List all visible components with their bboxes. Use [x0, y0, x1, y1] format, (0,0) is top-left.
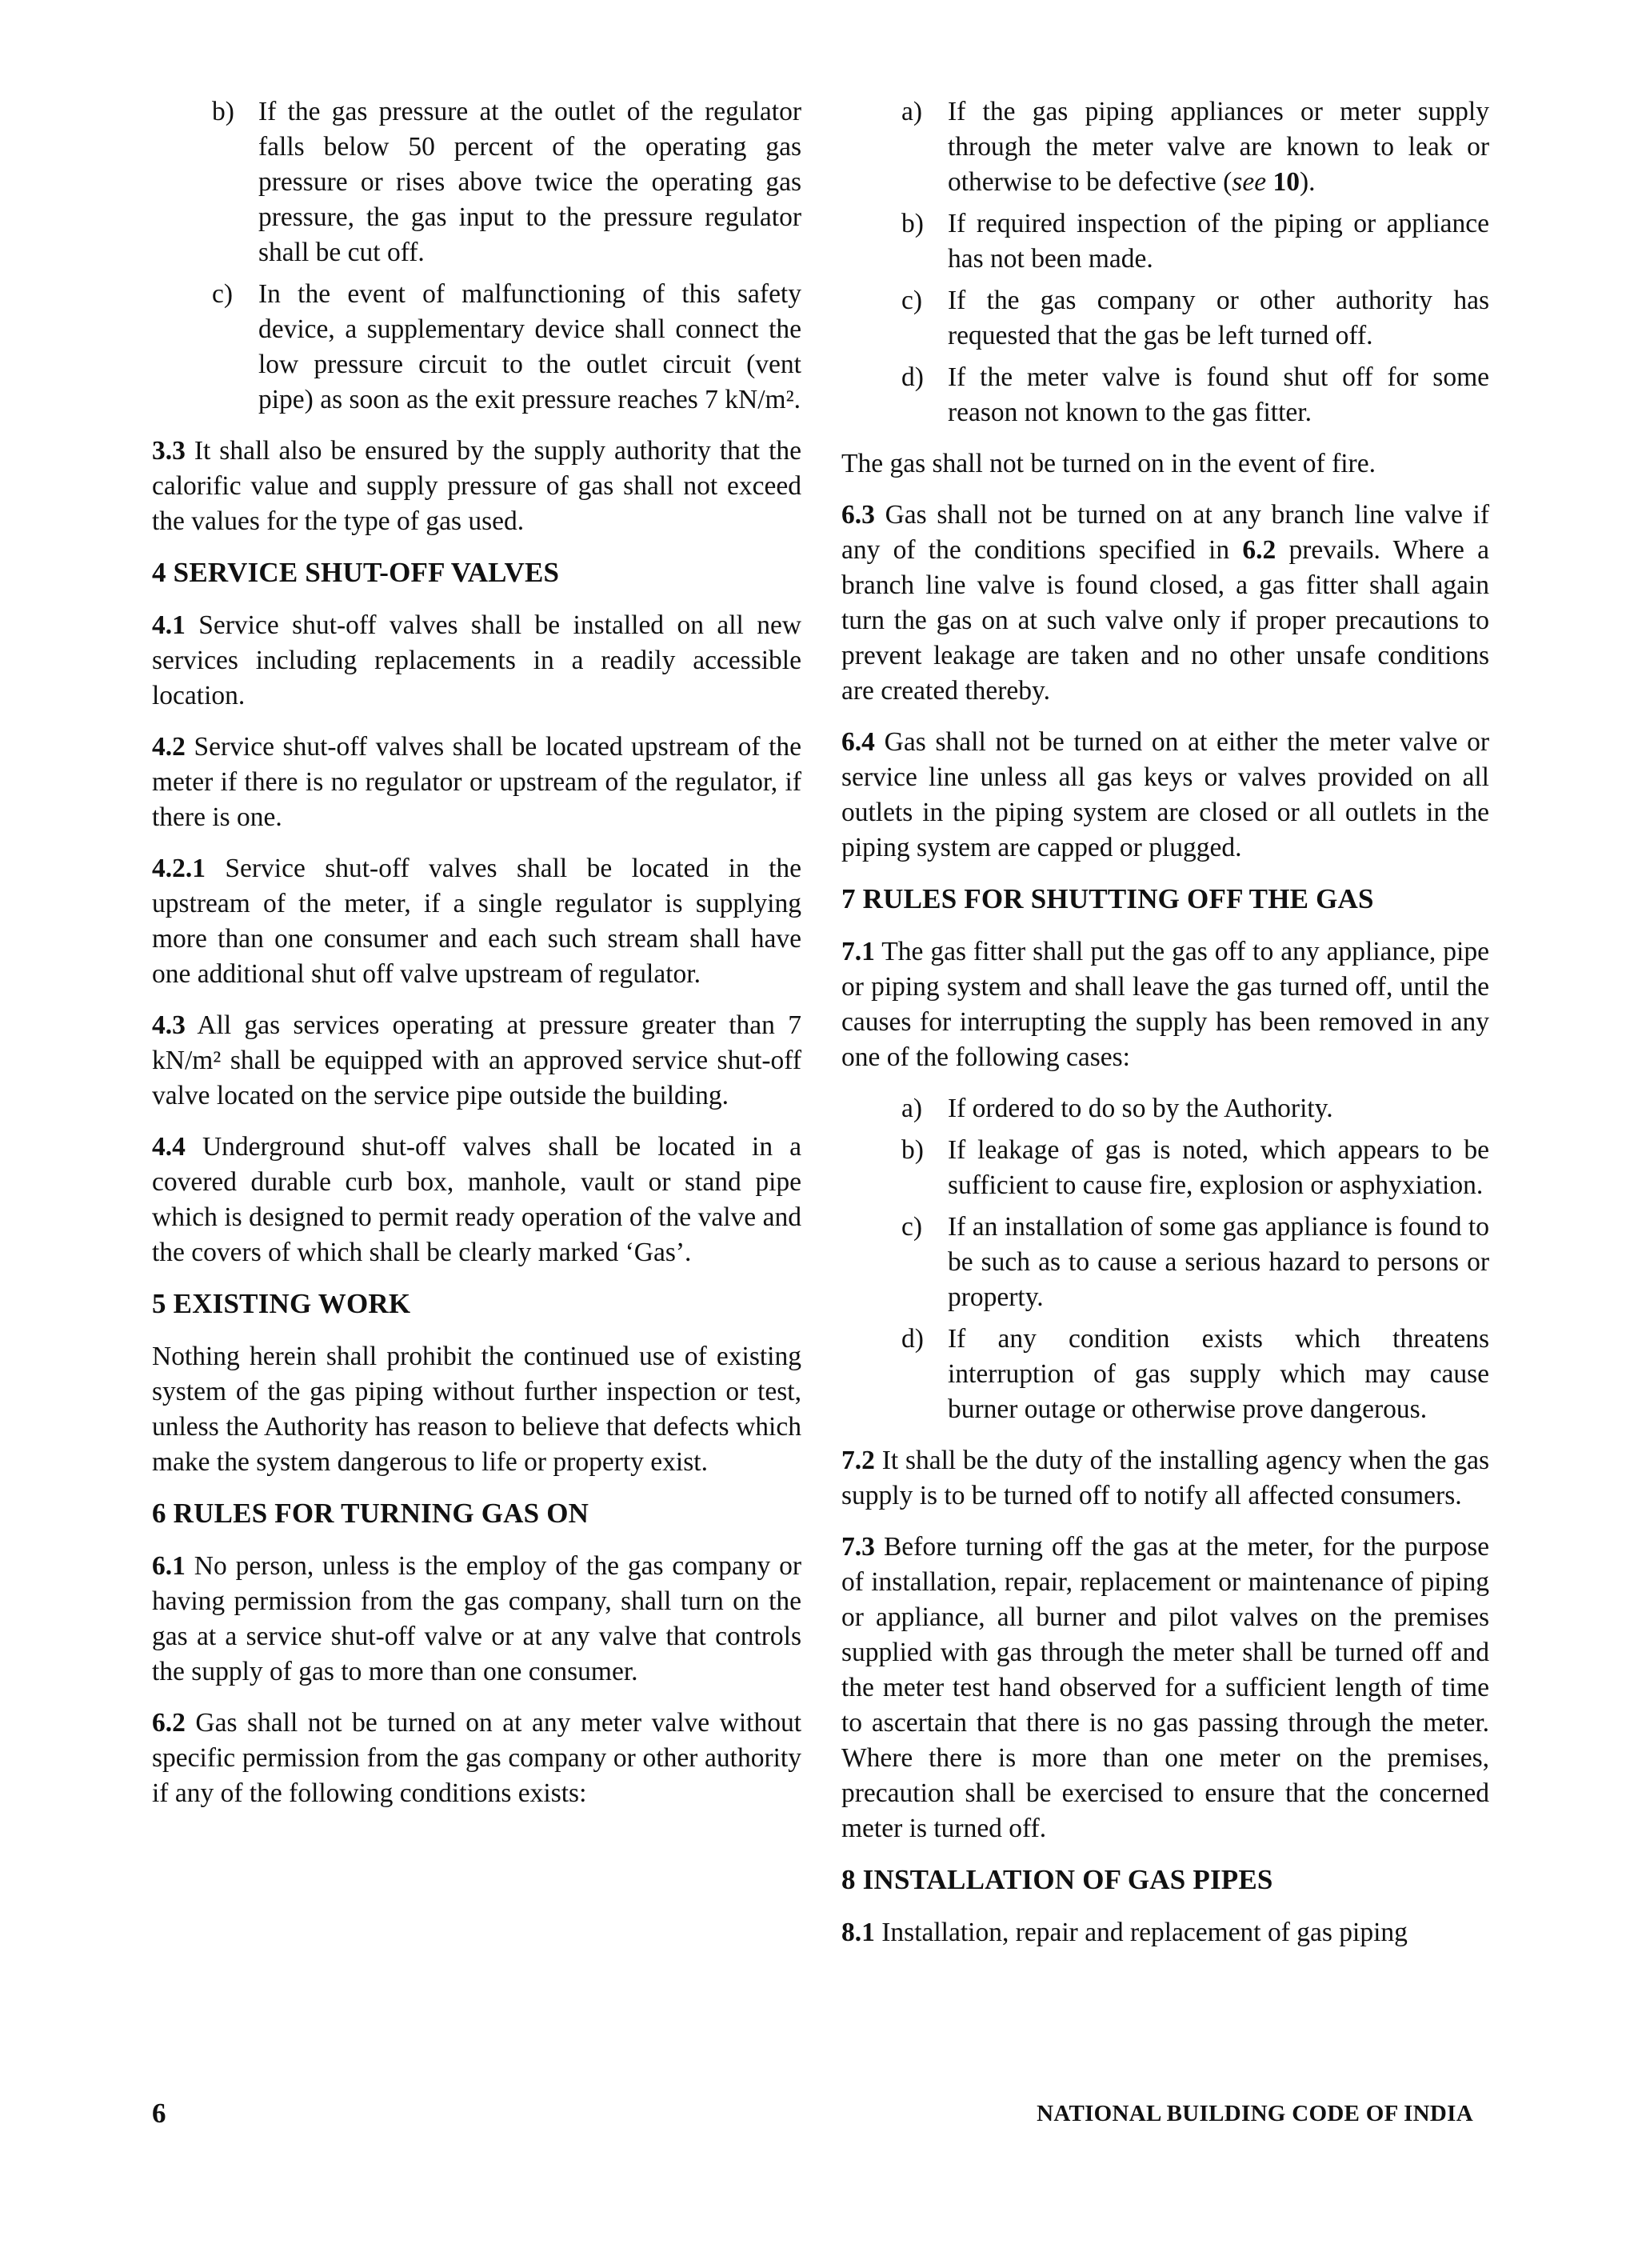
clause-text: The gas fitter shall put the gas off to any appliance, pipe or piping system and shall leave the gas turned off, until the causes for interrupting the supply has been removed in any one of the following cases: [841, 937, 1489, 1072]
clause-number: 4.3 [152, 1010, 186, 1040]
clause-7-2 [841, 1443, 1489, 1514]
list-marker: a) [901, 1094, 923, 1123]
list-marker: b) [212, 97, 234, 126]
clause-4-2-1 [152, 851, 801, 992]
clause-text: Underground shut-off valves shall be located in a covered durable curb box, manhole, vault or stand pipe which is designed to permit ready operation of the valve and the covers of which shall be clearly marked ‘Gas’. [152, 1132, 802, 1267]
clause-text: Service shut-off valves shall be located upstream of the meter if there is no regulator or upstream of the regulator, if there is one. [152, 732, 802, 832]
section-heading-8: 8 INSTALLATION OF GAS PIPES [841, 1864, 1273, 1895]
list-item-text: If the gas company or other authority has requested that the gas be left turned off. [948, 286, 1489, 350]
clause-number: 4.2 [152, 732, 186, 762]
list-item [841, 94, 1489, 200]
clause-6-3 [841, 498, 1489, 709]
list-item-text: If any condition exists which threatens interruption of gas supply which may cause burner outage or otherwise prove dangerous. [948, 1324, 1489, 1424]
list-item-text: If the gas piping appliances or meter supply through the meter valve are known to leak or otherwise to be defective ( [948, 97, 1489, 197]
clause-text: Before turning off the gas at the meter, for the purpose of installation, repair, replacement or maintenance of piping or appliance, all burner and pilot valves on the premises supplied with gas through the meter shall be turned off and the meter test hand observed for a sufficient length of time to ascertain that there is no gas passing through the meter. Where there is more than one meter on the premises, precaution shall be exercised to ensure that the concerned meter is turned off. [841, 1532, 1490, 1843]
clause-number: 6.3 [841, 500, 875, 530]
clause-number: 4.1 [152, 610, 186, 640]
clause-number: 3.3 [152, 436, 186, 466]
clause-number: 7.1 [841, 937, 875, 966]
clause-text: It shall be the duty of the installing agency when the gas supply is to be turned off to notify all affected consumers. [841, 1446, 1489, 1510]
clause-8-1 [841, 1915, 1489, 1950]
list-item-tail: ). [1299, 167, 1316, 197]
clause-text: Service shut-off valves shall be installed on all new services including replacements in a readily accessible location. [152, 610, 801, 710]
pressure-regulator-list [152, 94, 801, 418]
clause-4-2 [152, 730, 801, 835]
conditions-6-2-list [841, 94, 1489, 430]
list-item [841, 283, 1489, 354]
list-item [841, 206, 1489, 277]
fire-note: The gas shall not be turned on in the event of fire. [841, 449, 1376, 478]
list-marker: b) [901, 209, 924, 238]
clause-text: All gas services operating at pressure greater than 7 kN/m² shall be equipped with an approved service shut-off valve located on the service pipe outside the building. [152, 1010, 801, 1110]
list-item-text: If the gas pressure at the outlet of the regulator falls below 50 percent of the operating gas pressure or rises above twice the operating gas pressure, the gas input to the pressure regulator shall be cut off. [258, 97, 801, 267]
clause-3-3 [152, 434, 801, 539]
list-marker: d) [901, 362, 924, 392]
clause-number: 6.1 [152, 1551, 186, 1581]
clause-reference: 6.2 [1242, 535, 1276, 565]
clause-number: 6.2 [152, 1708, 186, 1738]
clause-reference: 10 [1272, 167, 1300, 197]
list-item [841, 1091, 1489, 1126]
clause-6-1 [152, 1549, 801, 1690]
list-item-text: In the event of malfunctioning of this safety device, a supplementary device shall connect the low pressure circuit to the outlet circuit (vent pipe) as soon as the exit pressure reaches 7 kN/m². [258, 279, 801, 414]
list-item-text: If an installation of some gas appliance is found to be such as to cause a serious hazard to persons or property. [948, 1212, 1489, 1312]
section-heading-7: 7 RULES FOR SHUTTING OFF THE GAS [841, 883, 1374, 914]
clause-number: 7.3 [841, 1532, 875, 1562]
list-marker: b) [901, 1135, 924, 1165]
clause-number: 7.2 [841, 1446, 875, 1475]
clause-7-1 [841, 934, 1489, 1075]
section-heading-6: 6 RULES FOR TURNING GAS ON [152, 1498, 589, 1529]
page-footer [152, 2096, 1473, 2131]
clause-number: 8.1 [841, 1918, 875, 1947]
clause-text: It shall also be ensured by the supply authority that the calorific value and supply pressure of gas shall not exceed the values for the type of gas used. [152, 436, 802, 536]
list-item [841, 1210, 1489, 1315]
clause-text: prevails. Where a branch line valve is found closed, a gas fitter shall again turn the gas on at such valve only if proper precautions to prevent leakage are taken and no other unsafe conditions are created thereby. [841, 535, 1489, 706]
left-column [152, 94, 801, 1827]
list-item [841, 1133, 1489, 1203]
clause-4-4 [152, 1130, 801, 1270]
list-marker: d) [901, 1324, 924, 1354]
clause-text: Service shut-off valves shall be located in the upstream of the meter, if a single regulator is supplying more than one consumer and each such stream shall have one additional shut off valve upstream of regulator. [152, 854, 802, 989]
list-item-text: If leakage of gas is noted, which appears to be sufficient to cause fire, explosion or asphyxiation. [948, 1135, 1489, 1200]
list-item [152, 94, 801, 270]
clause-text: Gas shall not be turned on at any meter valve without specific permission from the gas company or other authority if any of the following conditions exists: [152, 1708, 802, 1808]
clause-number: 4.2.1 [152, 854, 206, 883]
section-heading-5: 5 EXISTING WORK [152, 1288, 411, 1319]
list-item-text: If required inspection of the piping or appliance has not been made. [948, 209, 1489, 274]
clause-text: Gas shall not be turned on at any branch line valve if any of the conditions specified in [841, 500, 1490, 565]
cases-7-1-list [841, 1091, 1489, 1427]
section-heading-4: 4 SERVICE SHUT-OFF VALVES [152, 557, 560, 588]
clause-text: Gas shall not be turned on at either the meter valve or service line unless all gas keys or valves provided on all outlets in the piping system are closed or all outlets in the piping system are capped or plugged. [841, 727, 1489, 862]
list-marker: c) [212, 279, 234, 309]
list-item [841, 1322, 1489, 1427]
clause-5-body: Nothing herein shall prohibit the continued use of existing system of the gas piping without further inspection or test, unless the Authority has reason to believe that defects which make the system dangerous to life or property exist. [152, 1342, 801, 1477]
list-item-text: If the meter valve is found shut off for some reason not known to the gas fitter. [948, 362, 1489, 427]
see-reference: see [1232, 167, 1267, 197]
list-marker: c) [901, 286, 923, 315]
list-marker: c) [901, 1212, 923, 1242]
clause-4-3 [152, 1008, 801, 1114]
clause-7-3 [841, 1530, 1489, 1846]
clause-number: 4.4 [152, 1132, 186, 1162]
list-item [152, 277, 801, 418]
clause-4-1 [152, 608, 801, 714]
running-head: NATIONAL BUILDING CODE OF INDIA [1037, 2101, 1473, 2126]
list-item [841, 360, 1489, 430]
clause-text: No person, unless is the employ of the gas company or having permission from the gas company, shall turn on the gas at a service shut-off valve or at any valve that controls the supply of gas to more than one consumer. [152, 1551, 801, 1686]
right-column [841, 94, 1489, 1966]
list-marker: a) [901, 97, 923, 126]
clause-number: 6.4 [841, 727, 875, 757]
clause-6-2 [152, 1706, 801, 1811]
page-number: 6 [152, 2098, 166, 2129]
clause-6-4 [841, 725, 1489, 866]
list-item-text: If ordered to do so by the Authority. [948, 1094, 1333, 1123]
clause-text: Installation, repair and replacement of gas piping [881, 1918, 1408, 1947]
